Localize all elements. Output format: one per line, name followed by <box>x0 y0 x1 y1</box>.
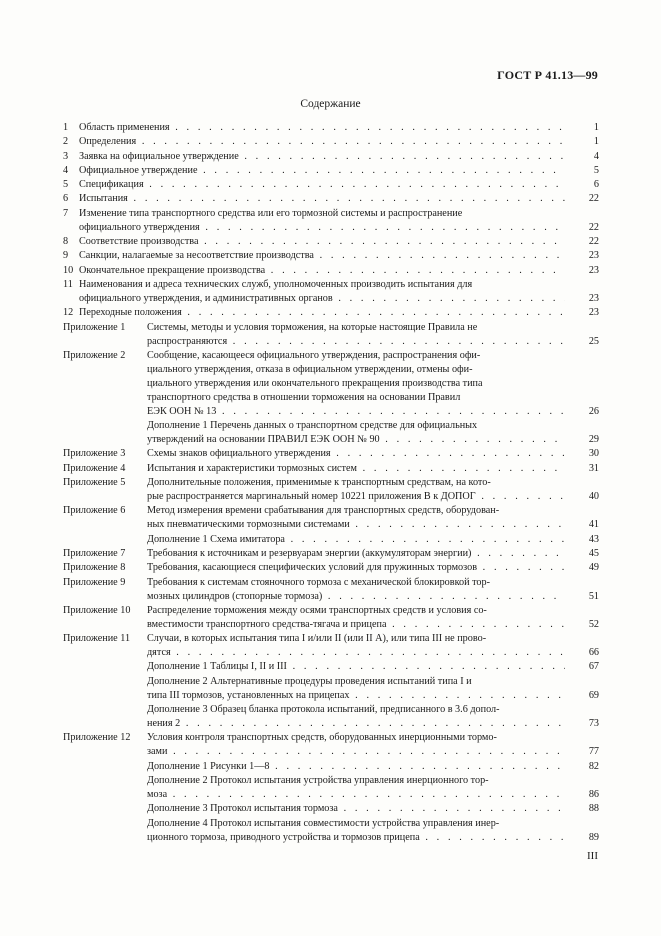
toc-entry-page: 23 <box>588 264 599 276</box>
toc-entry-title <box>147 321 565 349</box>
toc-entry-line: зами . . . <box>147 745 565 759</box>
toc-entry-number: Приложение 11 <box>63 633 131 645</box>
toc-entry-page: 5 <box>593 164 599 176</box>
toc-entry-number <box>63 675 147 703</box>
toc-entry-line: Схемы знаков официального утверждения . . . <box>147 447 565 461</box>
toc-entry-line: Дополнение 3 Образец бланка протокола испытаний, предписанного в 3.6 допол- <box>147 704 500 716</box>
toc-entry-number <box>63 774 147 802</box>
toc-entry-line: Дополнение 2 Протокол испытания устройства управления инерционного тор- <box>147 774 489 786</box>
toc-entry-number <box>63 660 147 674</box>
toc-entry-number: 2 <box>63 136 69 148</box>
toc-entry-number: Приложение 2 <box>63 349 126 361</box>
toc-entry <box>63 561 599 575</box>
toc-entry <box>63 802 599 816</box>
toc-entry-line: официального утверждения . . . <box>79 221 565 235</box>
toc-entry <box>63 660 599 674</box>
toc-entry-line: вместимости транспортного средства-тягача и прицепа . . . <box>147 618 565 632</box>
toc-entry-line: Требования к источникам и резервуарам энергии (аккумуляторам энергии) . . . <box>147 547 565 561</box>
toc-entry-number: Приложение 7 <box>63 547 126 559</box>
toc-entry-page: 40 <box>588 491 599 503</box>
toc-entry-line: Спецификация . . . <box>79 178 565 192</box>
toc-entry-page: 22 <box>588 221 599 233</box>
toc-entry-page: 49 <box>588 562 599 574</box>
toc-entry-line: утверждений на основании ПРАВИЛ ЕЭК ООН № 90 . . . <box>147 433 565 447</box>
toc-entry-line: Дополнительные положения, применимые к транспортным средствам, на кото- <box>147 477 491 489</box>
toc-entry <box>63 476 599 504</box>
toc-entry-line: ционного тормоза, приводного устройства и тормозов прицепа . . . <box>147 831 565 845</box>
toc-entry-page: 52 <box>588 618 599 630</box>
toc-entry <box>63 632 599 660</box>
toc-entry <box>63 774 599 802</box>
toc-entry <box>63 675 599 703</box>
toc-entry-page: 73 <box>588 718 599 730</box>
toc-entry-line: Дополнение 4 Протокол испытания совместимости устройства управления инер- <box>147 817 500 829</box>
toc-entry-number: Приложение 9 <box>63 576 126 588</box>
toc-entry-title <box>79 121 565 135</box>
toc-entry-line: Распределение торможения между осями транспортных средств и условия со- <box>147 604 487 616</box>
toc-entry <box>63 760 599 774</box>
toc-entry-line: Испытания . . . <box>79 192 565 206</box>
toc-entry-line: Требования, касающиеся специфических условий для пружинных тормозов . . . <box>147 561 565 575</box>
toc-entry-line: Дополнение 1 Схема имитатора . . . <box>147 533 565 547</box>
toc-entry <box>63 547 599 561</box>
toc-entry-title <box>147 419 565 447</box>
toc-entry-title <box>79 178 565 192</box>
toc-entry <box>63 462 599 476</box>
toc-entry-line: Область применения . . . <box>79 121 565 135</box>
table-of-contents <box>63 121 599 845</box>
toc-entry-title <box>147 547 565 561</box>
toc-entry-line: Официальное утверждение . . . <box>79 164 565 178</box>
toc-entry-title <box>147 576 565 604</box>
toc-entry-title <box>147 349 565 419</box>
toc-entry-number: Приложение 4 <box>63 462 126 474</box>
toc-entry-number <box>63 760 147 774</box>
toc-entry-title <box>147 802 565 816</box>
toc-entry-page: 6 <box>593 179 599 191</box>
toc-entry-page: 89 <box>588 831 599 843</box>
page-folio: III <box>587 850 598 862</box>
toc-entry-number <box>63 802 147 816</box>
toc-entry-line: Соответствие производства . . . <box>79 235 565 249</box>
toc-entry-number: 6 <box>63 193 69 205</box>
toc-entry-title <box>147 533 565 547</box>
toc-entry <box>63 533 599 547</box>
toc-entry-line: Дополнение 1 Таблицы I, II и III . . . <box>147 660 565 674</box>
toc-entry-number: Приложение 10 <box>63 604 131 616</box>
toc-entry-page: 67 <box>588 661 599 673</box>
toc-entry <box>63 264 599 278</box>
toc-entry-line: ных пневматическими тормозными системами . . . <box>147 518 565 532</box>
toc-entry-title <box>147 703 565 731</box>
toc-entry-page: 1 <box>593 136 599 148</box>
toc-entry-line: Требования к системам стояночного тормоза с механической блокировкой тор- <box>147 576 491 588</box>
toc-entry <box>63 306 599 320</box>
toc-entry-line: Дополнение 3 Протокол испытания тормоза . . . <box>147 802 565 816</box>
toc-entry <box>63 178 599 192</box>
toc-entry-title <box>79 249 565 263</box>
toc-entry-number: Приложение 12 <box>63 732 131 744</box>
toc-entry-line: нения 2 . . . <box>147 717 565 731</box>
toc-entry-line: Переходные положения . . . <box>79 306 565 320</box>
toc-entry-number: 11 <box>63 278 73 290</box>
toc-entry-line: Случаи, в которых испытания типа I и/или II (или II А), или типа III не прово- <box>147 633 487 645</box>
toc-entry-page: 23 <box>588 292 599 304</box>
toc-entry-number: 4 <box>63 164 69 176</box>
toc-entry-number: Приложение 1 <box>63 321 126 333</box>
toc-entry-line: Условия контроля транспортных средств, оборудованных инерционными тормо- <box>147 732 497 744</box>
toc-entry-line: типа III тормозов, установленных на прицепах . . . <box>147 689 565 703</box>
toc-entry-page: 88 <box>588 803 599 815</box>
toc-entry-number: Приложение 6 <box>63 505 126 517</box>
toc-entry-title <box>79 207 565 235</box>
toc-entry-page: 1 <box>593 122 599 133</box>
toc-entry-number: 3 <box>63 150 69 162</box>
toc-entry <box>63 249 599 263</box>
toc-entry-title <box>79 235 565 249</box>
toc-entry-page: 23 <box>588 307 599 319</box>
toc-entry-page: 23 <box>588 250 599 262</box>
toc-entry-page: 41 <box>588 519 599 531</box>
toc-entry-page: 43 <box>588 533 599 545</box>
toc-entry-line: мозных цилиндров (стопорные тормоза) . . . <box>147 590 565 604</box>
toc-entry <box>63 192 599 206</box>
toc-entry-number: 9 <box>63 250 69 262</box>
toc-entry-title <box>79 192 565 206</box>
toc-entry-title <box>147 774 565 802</box>
toc-entry-page: 30 <box>588 448 599 460</box>
toc-entry-line: транспортного средства в отношении торможения на основании Правил <box>147 391 461 403</box>
toc-entry-number <box>63 817 147 845</box>
toc-entry-title <box>147 447 565 461</box>
toc-entry-number: 7 <box>63 207 69 219</box>
contents-title: Содержание <box>300 98 361 110</box>
toc-entry-line: циального утверждения, отказа в официальном утверждении, отмены офи- <box>147 363 473 375</box>
toc-entry-page: 22 <box>588 236 599 248</box>
toc-entry <box>63 349 599 419</box>
toc-entry-page: 69 <box>588 689 599 701</box>
toc-entry-number: Приложение 3 <box>63 448 126 460</box>
toc-entry-page: 25 <box>588 335 599 347</box>
toc-entry-page: 4 <box>593 150 599 162</box>
toc-entry-title <box>147 760 565 774</box>
toc-entry-line: официального утверждения, и административных органов . . . <box>79 292 565 306</box>
toc-entry-line: Дополнение 2 Альтернативные процедуры проведения испытаний типа I и <box>147 675 472 687</box>
toc-entry-number: 12 <box>63 307 74 319</box>
toc-entry-page: 51 <box>588 590 599 602</box>
toc-entry <box>63 164 599 178</box>
toc-entry-page: 26 <box>588 405 599 417</box>
toc-entry-page: 77 <box>588 746 599 758</box>
toc-entry-number <box>63 533 147 547</box>
toc-entry-title <box>147 675 565 703</box>
toc-entry-line: Сообщение, касающееся официального утверждения, распространения офи- <box>147 349 481 361</box>
toc-entry <box>63 321 599 349</box>
toc-entry-title <box>79 135 565 149</box>
toc-entry <box>63 235 599 249</box>
toc-entry-line: Наименования и адреса технических служб, уполномоченных производить испытания для <box>79 278 473 290</box>
toc-entry-title <box>79 264 565 278</box>
toc-entry-page: 82 <box>588 760 599 772</box>
toc-entry-line: Испытания и характеристики тормозных систем . . . <box>147 462 565 476</box>
toc-entry-page: 29 <box>588 434 599 446</box>
toc-entry-line: Определения . . . <box>79 135 565 149</box>
toc-entry <box>63 207 599 235</box>
toc-entry-number: 10 <box>63 264 74 276</box>
toc-entry <box>63 447 599 461</box>
toc-entry-page: 45 <box>588 547 599 559</box>
toc-entry-title <box>147 462 565 476</box>
toc-entry-line: Изменение типа транспортного средства или его тормозной системы и распространение <box>79 207 463 219</box>
toc-entry <box>63 504 599 532</box>
toc-entry <box>63 278 599 306</box>
toc-entry <box>63 604 599 632</box>
toc-entry-line: моза . . . <box>147 788 565 802</box>
toc-entry-title <box>147 660 565 674</box>
toc-entry-line: распространяются . . . <box>147 335 565 349</box>
toc-entry-title <box>147 561 565 575</box>
toc-entry <box>63 150 599 164</box>
toc-entry-page: 31 <box>588 462 599 474</box>
toc-entry-number: 1 <box>63 122 69 133</box>
toc-entry-number: 8 <box>63 236 69 248</box>
toc-entry-number: 5 <box>63 179 69 191</box>
toc-entry-title <box>79 164 565 178</box>
toc-entry-line: циального утверждения или окончательного прекращения производства типа <box>147 377 483 389</box>
toc-entry-title <box>147 504 565 532</box>
toc-entry-title <box>147 731 565 759</box>
toc-entry-page: 22 <box>588 193 599 205</box>
toc-entry-number: Приложение 5 <box>63 477 126 489</box>
toc-entry-line: Дополнение 1 Перечень данных о транспортном средстве для официальных <box>147 420 478 432</box>
toc-entry-line: Дополнение 1 Рисунки 1—8 . . . <box>147 760 565 774</box>
toc-entry-number <box>63 419 147 447</box>
toc-entry-line: дятся . . . <box>147 646 565 660</box>
toc-entry <box>63 419 599 447</box>
toc-entry-title <box>79 150 565 164</box>
toc-entry-line: Санкции, налагаемые за несоответствие производства . . . <box>79 249 565 263</box>
toc-entry-page: 66 <box>588 647 599 659</box>
toc-entry-title <box>79 278 565 306</box>
toc-entry-line: ЕЭК ООН № 13 . . . <box>147 405 565 419</box>
toc-entry <box>63 576 599 604</box>
toc-entry-line: Окончательное прекращение производства . . . <box>79 264 565 278</box>
toc-entry-title <box>147 476 565 504</box>
toc-entry-line: рые распространяется маргинальный номер 10221 приложения В к ДОПОГ . . . <box>147 490 565 504</box>
toc-entry-number: Приложение 8 <box>63 562 126 574</box>
toc-entry-title <box>147 604 565 632</box>
toc-entry <box>63 135 599 149</box>
toc-entry-number <box>63 703 147 731</box>
toc-entry-page: 86 <box>588 788 599 800</box>
toc-entry <box>63 731 599 759</box>
toc-entry-title <box>79 306 565 320</box>
toc-entry <box>63 121 599 135</box>
toc-entry <box>63 817 599 845</box>
toc-entry-line: Системы, методы и условия торможения, на которые настоящие Правила не <box>147 321 478 333</box>
toc-entry-title <box>147 632 565 660</box>
toc-entry-title <box>147 817 565 845</box>
toc-entry <box>63 703 599 731</box>
toc-entry-line: Заявка на официальное утверждение . . . <box>79 150 565 164</box>
toc-entry-line: Метод измерения времени срабатывания для транспортных средств, оборудован- <box>147 505 500 517</box>
standard-code: ГОСТ Р 41.13—99 <box>497 68 598 82</box>
